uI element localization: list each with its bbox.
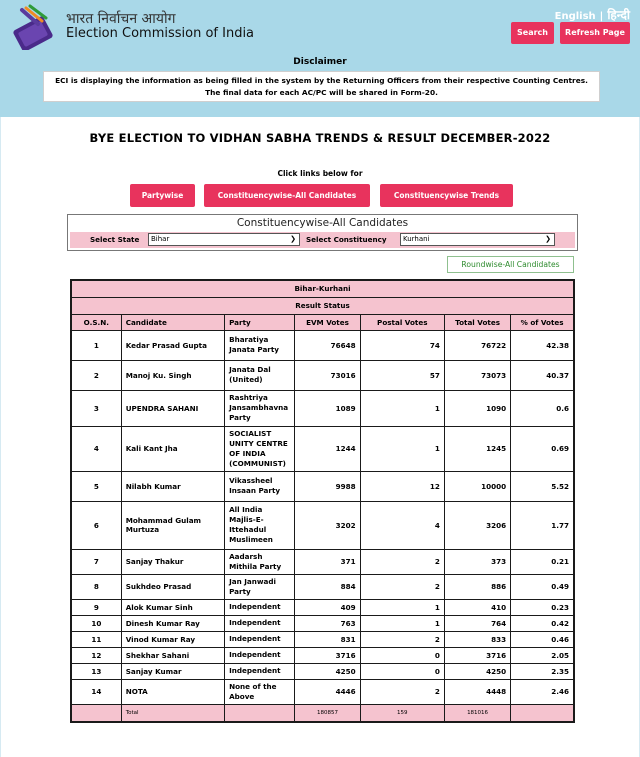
row-osn: 4 (71, 426, 121, 471)
result-status-heading: Result Status (71, 297, 574, 314)
row-total-votes: 73073 (444, 360, 510, 390)
row-total-votes: 76722 (444, 330, 510, 360)
row-total-votes: 4448 (444, 679, 510, 704)
row-postal-votes: 1 (360, 390, 444, 426)
row-percent-votes: 2.46 (511, 679, 574, 704)
row-party: Independent (225, 647, 295, 663)
row-evm-votes: 831 (295, 631, 360, 647)
row-osn: 1 (71, 330, 121, 360)
column-headers (71, 314, 574, 330)
roundwise-all-candidates-button[interactable]: Roundwise-All Candidates (447, 256, 574, 273)
table-row (71, 330, 574, 360)
table-row (71, 647, 574, 663)
row-percent-votes: 0.69 (511, 426, 574, 471)
row-candidate: Shekhar Sahani (121, 647, 224, 663)
table-row (71, 599, 574, 615)
chevron-down-icon: ❯ (545, 235, 551, 243)
col-header-percent-votes: % of Votes (511, 314, 574, 330)
row-percent-votes: 0.42 (511, 615, 574, 631)
row-postal-votes: 2 (360, 574, 444, 599)
row-postal-votes: 2 (360, 549, 444, 574)
row-total-votes: 373 (444, 549, 510, 574)
partywise-button[interactable]: Partywise (130, 184, 195, 207)
row-total-votes: 4250 (444, 663, 510, 679)
row-candidate: Sanjay Kumar (121, 663, 224, 679)
row-osn: 3 (71, 390, 121, 426)
lang-hindi-link[interactable]: हिन्दी (607, 8, 630, 22)
row-evm-votes: 9988 (295, 471, 360, 501)
filter-panel (67, 214, 578, 251)
disclaimer-box (43, 71, 600, 102)
col-header-evm-votes: EVM Votes (295, 314, 360, 330)
row-candidate: Manoj Ku. Singh (121, 360, 224, 390)
filter-row (70, 232, 575, 248)
row-postal-votes: 0 (360, 647, 444, 663)
row-postal-votes: 2 (360, 631, 444, 647)
row-party: Rashtriya Jansambhavna Party (225, 390, 295, 426)
row-postal-votes: 4 (360, 501, 444, 549)
org-name-hindi: भारत निर्वाचन आयोग (66, 11, 176, 27)
row-total-votes: 1245 (444, 426, 510, 471)
constituency-heading: Bihar-Kurhani (71, 280, 574, 297)
row-postal-votes: 74 (360, 330, 444, 360)
row-candidate: Alok Kumar Sinh (121, 599, 224, 615)
filter-title: Constituencywise-All Candidates (236, 217, 409, 229)
row-osn: 7 (71, 549, 121, 574)
eci-logo (8, 4, 58, 50)
row-osn: 2 (71, 360, 121, 390)
table-row (71, 679, 574, 704)
table-row (71, 390, 574, 426)
total-votes: 181016 (444, 704, 510, 722)
row-party: Independent (225, 615, 295, 631)
row-party: Bharatiya Janata Party (225, 330, 295, 360)
row-party: Vikassheel Insaan Party (225, 471, 295, 501)
row-percent-votes: 2.35 (511, 663, 574, 679)
row-postal-votes: 57 (360, 360, 444, 390)
page-title: BYE ELECTION TO VIDHAN SABHA TRENDS & RESULT DECEMBER-2022 (89, 131, 551, 145)
table-row (71, 360, 574, 390)
row-osn: 9 (71, 599, 121, 615)
site-header (0, 0, 640, 117)
row-candidate: Sanjay Thakur (121, 549, 224, 574)
row-party: Independent (225, 663, 295, 679)
chevron-down-icon: ❯ (290, 235, 296, 243)
lang-separator: | (599, 11, 604, 22)
row-evm-votes: 3202 (295, 501, 360, 549)
row-percent-votes: 5.52 (511, 471, 574, 501)
row-party: None of the Above (225, 679, 295, 704)
constituencywise-all-candidates-button[interactable]: Constituencywise-All Candidates (204, 184, 370, 207)
col-header-candidate: Candidate (121, 314, 224, 330)
col-header-postal-votes: Postal Votes (360, 314, 444, 330)
row-candidate: Nilabh Kumar (121, 471, 224, 501)
table-row (71, 615, 574, 631)
row-total-votes: 410 (444, 599, 510, 615)
constituencywise-trends-button[interactable]: Constituencywise Trends (380, 184, 513, 207)
state-label: Select State (90, 235, 140, 244)
row-percent-votes: 42.38 (511, 330, 574, 360)
language-switcher (555, 6, 630, 23)
row-party: Independent (225, 599, 295, 615)
row-percent-votes: 0.21 (511, 549, 574, 574)
row-evm-votes: 371 (295, 549, 360, 574)
row-postal-votes: 1 (360, 426, 444, 471)
row-party: Jan Janwadi Party (225, 574, 295, 599)
row-candidate: UPENDRA SAHANI (121, 390, 224, 426)
row-evm-votes: 409 (295, 599, 360, 615)
constituency-select-value: Kurhani (403, 235, 430, 243)
lang-english-link[interactable]: English (554, 11, 596, 22)
row-party: SOCIALIST UNITY CENTRE OF INDIA (COMMUNIST) (225, 426, 295, 471)
org-name-english: Election Commission of India (66, 26, 255, 41)
row-party: Aadarsh Mithila Party (225, 549, 295, 574)
state-select-value: Bihar (151, 235, 170, 243)
row-evm-votes: 884 (295, 574, 360, 599)
row-percent-votes: 40.37 (511, 360, 574, 390)
row-postal-votes: 12 (360, 471, 444, 501)
table-row (71, 501, 574, 549)
row-candidate: Kali Kant Jha (121, 426, 224, 471)
row-party: All India Majlis-E-Ittehadul Muslimeen (225, 501, 295, 549)
row-percent-votes: 0.23 (511, 599, 574, 615)
row-percent-votes: 0.46 (511, 631, 574, 647)
total-empty-cell (225, 704, 295, 722)
row-evm-votes: 763 (295, 615, 360, 631)
row-osn: 8 (71, 574, 121, 599)
row-postal-votes: 0 (360, 663, 444, 679)
col-header-total-votes: Total Votes (444, 314, 510, 330)
row-osn: 13 (71, 663, 121, 679)
row-osn: 10 (71, 615, 121, 631)
row-percent-votes: 1.77 (511, 501, 574, 549)
row-percent-votes: 0.6 (511, 390, 574, 426)
row-evm-votes: 4250 (295, 663, 360, 679)
row-candidate: Sukhdeo Prasad (121, 574, 224, 599)
row-postal-votes: 1 (360, 599, 444, 615)
row-total-votes: 1090 (444, 390, 510, 426)
table-row (71, 471, 574, 501)
row-evm-votes: 3716 (295, 647, 360, 663)
row-postal-votes: 2 (360, 679, 444, 704)
click-links-text: Click links below for (277, 169, 363, 178)
row-evm-votes: 73016 (295, 360, 360, 390)
row-candidate: Kedar Prasad Gupta (121, 330, 224, 360)
row-evm-votes: 1089 (295, 390, 360, 426)
total-evm-votes: 180857 (295, 704, 360, 722)
total-postal-votes: 159 (360, 704, 444, 722)
row-evm-votes: 1244 (295, 426, 360, 471)
row-total-votes: 764 (444, 615, 510, 631)
row-postal-votes: 1 (360, 615, 444, 631)
row-total-votes: 3716 (444, 647, 510, 663)
row-evm-votes: 4446 (295, 679, 360, 704)
row-osn: 14 (71, 679, 121, 704)
row-osn: 5 (71, 471, 121, 501)
search-button[interactable]: Search (511, 22, 554, 44)
total-empty-cell (71, 704, 121, 722)
results-table (70, 279, 575, 723)
row-osn: 6 (71, 501, 121, 549)
row-evm-votes: 76648 (295, 330, 360, 360)
refresh-page-button[interactable]: Refresh Page (560, 22, 630, 44)
disclaimer-title: Disclaimer (293, 57, 347, 67)
table-row (71, 631, 574, 647)
row-candidate: Vinod Kumar Ray (121, 631, 224, 647)
table-row (71, 574, 574, 599)
col-header-osn: O.S.N. (71, 314, 121, 330)
total-row (71, 704, 574, 722)
row-total-votes: 833 (444, 631, 510, 647)
row-candidate: NOTA (121, 679, 224, 704)
table-row (71, 549, 574, 574)
row-osn: 11 (71, 631, 121, 647)
row-percent-votes: 2.05 (511, 647, 574, 663)
row-percent-votes: 0.49 (511, 574, 574, 599)
row-total-votes: 3206 (444, 501, 510, 549)
left-border (0, 117, 1, 757)
row-party: Janata Dal (United) (225, 360, 295, 390)
row-candidate: Mohammad Gulam Murtuza (121, 501, 224, 549)
total-empty-cell (511, 704, 574, 722)
disclaimer-line-2: The final data for each AC/PC will be shared in Form-20. (205, 88, 438, 97)
row-total-votes: 10000 (444, 471, 510, 501)
row-total-votes: 886 (444, 574, 510, 599)
col-header-party: Party (225, 314, 295, 330)
row-party: Independent (225, 631, 295, 647)
table-row (71, 663, 574, 679)
table-row (71, 426, 574, 471)
constituency-label: Select Constituency (306, 235, 387, 244)
state-select[interactable] (148, 233, 300, 246)
disclaimer-line-1: ECI is displaying the information as being filled in the system by the Returning Officers from their respective Counting Centres. (55, 76, 588, 85)
row-osn: 12 (71, 647, 121, 663)
total-label: Total (121, 704, 224, 722)
row-candidate: Dinesh Kumar Ray (121, 615, 224, 631)
constituency-select[interactable] (400, 233, 555, 246)
